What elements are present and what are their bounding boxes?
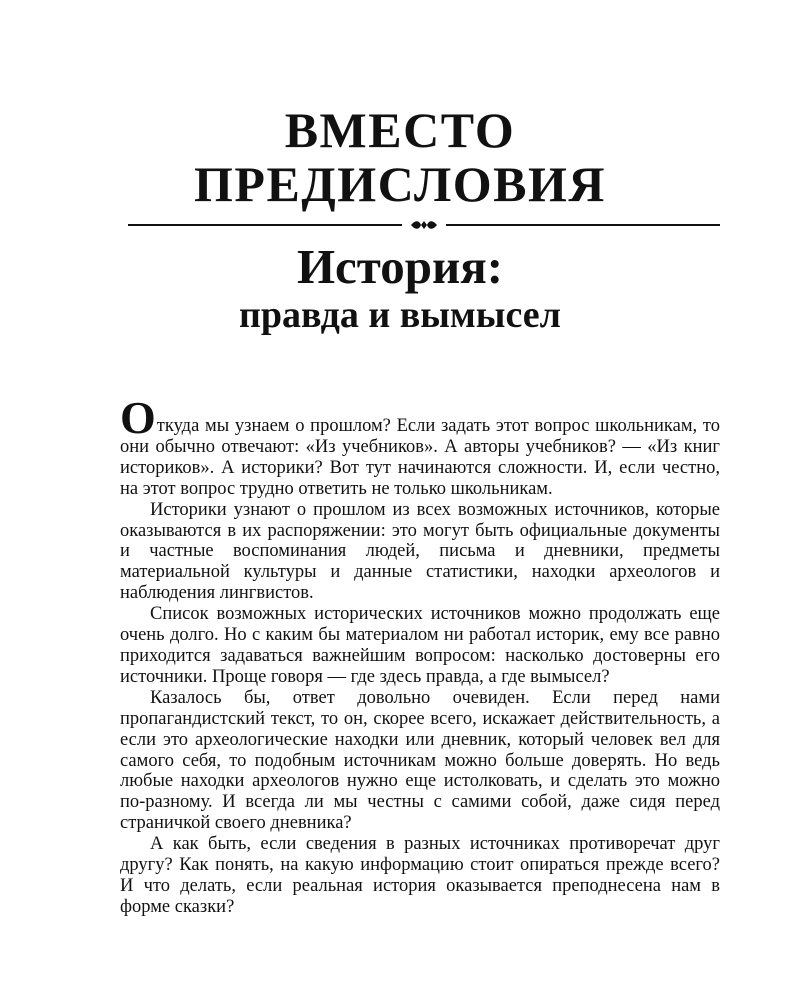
drop-cap: О bbox=[120, 392, 156, 443]
paragraph-1 bbox=[120, 392, 720, 500]
chapter-title: История: bbox=[296, 239, 504, 294]
ornament-icon bbox=[409, 216, 439, 234]
body-text bbox=[120, 392, 720, 918]
chapter-subtitle: правда и вымысел bbox=[239, 294, 561, 336]
section-heading-line-1: ВМЕСТО bbox=[284, 102, 516, 158]
paragraph-2: Историки узнают о прошлом из всех возможных источников, которые оказываются в их распоряжении: это могут быть официальные документы и частные воспоминания людей, письма и дневники, предметы материальной культуры и данные статистики, находки археологов и наблюдения лингвистов. bbox=[120, 499, 720, 604]
divider-rule-right bbox=[446, 224, 720, 226]
paragraph-4: Казалось бы, ответ довольно очевиден. Если перед нами пропагандистский текст, то он, скорее всего, искажает действительность, а если это археологические находки или дневник, который человек вел для самого себя, то подобным источникам можно больше доверять. Но ведь любые находки археологов нужно еще истолковать, и сделать это можно по-разному. И всегда ли мы честны с самими собой, даже сидя перед страничкой своего дневника? bbox=[120, 687, 720, 834]
paragraph-1-text: ткуда мы узнаем о прошлом? Если задать этот вопрос школьникам, то они обычно отвечают: «Из учебников». А авторы учебников? — «Из книг историков». А историки? Вот тут начинаются сложности. И, если честно, на этот вопрос трудно ответить не только школьникам. bbox=[120, 416, 720, 499]
ornamental-divider bbox=[128, 214, 720, 234]
section-heading-line-2: ПРЕДИСЛОВИЯ bbox=[194, 156, 606, 212]
paragraph-5: А как быть, если сведения в разных источниках противоречат друг другу? Как понять, на какую информацию стоит опираться прежде всего? И что делать, если реальная история оказывается преподнесена нам в форме сказки? bbox=[120, 834, 720, 917]
paragraph-3: Список возможных исторических источников можно продолжать еще очень долго. Но с каким бы материалом ни работал историк, ему все равно приходится задаваться важнейшим вопросом: насколько достоверны его источники. Проще говоря — где здесь правда, а где вымысел? bbox=[120, 604, 720, 687]
divider-rule-left bbox=[128, 224, 402, 226]
